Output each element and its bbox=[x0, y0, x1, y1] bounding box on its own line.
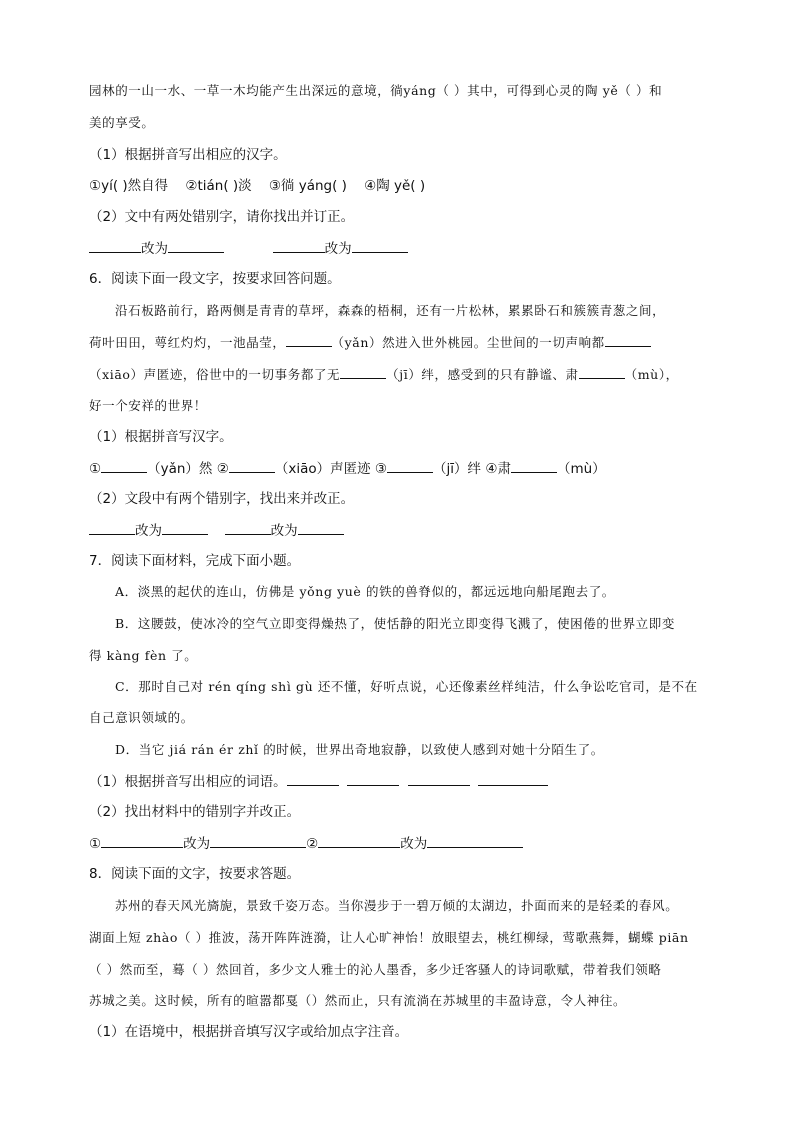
q6-passage-line-2: 荷叶田田，萼红灼灼，一池晶莹， （yǎn）然进入世外桃园。尘世间的一切声响都 bbox=[89, 332, 651, 353]
answer-blank[interactable] bbox=[168, 238, 224, 253]
q7-title: 7．阅读下面材料，完成下面小题。 bbox=[89, 553, 301, 569]
q7-item-C-line-2: 自己意识领域的。 bbox=[89, 710, 194, 725]
answer-blank[interactable] bbox=[89, 520, 135, 535]
q5-sub2: （2）文中有两处错别字，请你找出并订正。 bbox=[89, 209, 355, 225]
answer-blank[interactable] bbox=[318, 833, 400, 848]
answer-blank[interactable] bbox=[162, 520, 208, 535]
q5-answer-line bbox=[89, 238, 408, 259]
change-label: 改为 bbox=[324, 241, 352, 257]
change-label: 改为 bbox=[141, 241, 168, 257]
q6-answers: ① （yǎn）然 ② （xiāo）声匿迹 ③ （jī）绊 ④肃 （mù） bbox=[89, 458, 606, 479]
answer-blank[interactable] bbox=[579, 364, 625, 379]
q7-sub2: （2）找出材料中的错别字并改正。 bbox=[89, 804, 301, 820]
q7-item-C-line-1: C．那时自己对 rén qíng shì gù 还不懂，好听点说，心还像素丝样纯洁，什么争讼吃官司，是不在 bbox=[115, 679, 698, 694]
answer-blank[interactable] bbox=[89, 238, 141, 253]
answer-blank[interactable] bbox=[340, 364, 386, 379]
answer-blank[interactable] bbox=[286, 332, 332, 347]
q7-answer-line: ① 改为 ② 改为 bbox=[89, 833, 523, 854]
q8-passage-line-1: 苏州的春天风光旖旎，景致千姿万态。当你漫步于一碧万倾的太湖边，扑面而来的是轻柔的春风。 bbox=[115, 898, 679, 913]
answer-blank[interactable] bbox=[210, 833, 306, 848]
answer-blank[interactable] bbox=[347, 771, 399, 786]
q6-sub1: （1）根据拼音写汉字。 bbox=[89, 429, 233, 445]
q7-item-B-line-1: B．这腰鼓，使冰冷的空气立即变得燥热了，使恬静的阳光立即变得飞溅了，使困倦的世界立即变 bbox=[115, 616, 675, 631]
q5-options bbox=[89, 176, 425, 196]
q6-passage-line-1: 沿石板路前行，路两侧是青青的草坪，森森的梧桐，还有一片松林，累累卧石和簇簇青葱之间， bbox=[115, 303, 666, 318]
answer-blank[interactable] bbox=[427, 833, 523, 848]
q7-item-B-line-2: 得 kàng fèn 了。 bbox=[89, 648, 198, 663]
answer-blank[interactable] bbox=[273, 238, 325, 253]
answer-blank[interactable] bbox=[511, 458, 557, 473]
q6-title: 6．阅读下面一段文字，按要求回答问题。 bbox=[89, 271, 341, 287]
answer-blank[interactable] bbox=[287, 771, 339, 786]
answer-blank[interactable] bbox=[408, 771, 470, 786]
q5-option-1: ①yí( )然自得 bbox=[89, 178, 169, 194]
q7-sub1: （1）根据拼音写出相应的词语。 bbox=[89, 771, 548, 792]
answer-blank[interactable] bbox=[478, 771, 548, 786]
answer-blank[interactable] bbox=[352, 238, 408, 253]
q5-option-2: ②tián( )淡 bbox=[185, 178, 252, 194]
q8-passage-line-4: 苏城之美。这时候，所有的暄嚣都戛（）然而止，只有流淌在苏城里的丰盈诗意，令人神往。 bbox=[89, 993, 627, 1008]
q5-sub1: （1）根据拼音写出相应的汉字。 bbox=[89, 147, 287, 163]
q5-option-3: ③徜 yáng( ) bbox=[268, 178, 347, 194]
q8-passage-line-2: 湖面上短 zhào（ ）推波，荡开阵阵涟漪，让人心旷神怡！放眼望去，桃红柳绿，莺歌燕舞，蝴蝶 piān bbox=[89, 930, 689, 945]
q6-answer-line: 改为 改为 bbox=[89, 520, 344, 541]
q5-option-4: ④陶 yě( ) bbox=[364, 178, 426, 194]
answer-blank[interactable] bbox=[605, 332, 651, 347]
q7-item-D: D．当它 jiá rán ér zhǐ 的时候，世界出奇地寂静，以致使人感到对她十分陌生了。 bbox=[115, 742, 604, 757]
q6-passage-line-4: 好一个安祥的世界！ bbox=[89, 398, 207, 413]
q8-passage-line-3: （ ）然而至，蓦（ ）然回首，多少文人雅士的沁人墨香，多少迁客骚人的诗词歌赋，带着我们领略 bbox=[89, 962, 662, 977]
q7-item-A: A．淡黑的起伏的连山，仿佛是 yǒng yuè 的铁的兽脊似的，都远远地向船尾跑去了。 bbox=[115, 584, 615, 599]
passage-line-1: 园林的一山一水、一草一木均能产生出深远的意境，徜yáng（ ）其中，可得到心灵的陶 yě（ ）和 bbox=[89, 83, 663, 98]
answer-blank[interactable] bbox=[298, 520, 344, 535]
q8-sub1: （1）在语境中，根据拼音填写汉字或给加点字注音。 bbox=[89, 1024, 409, 1040]
q8-title: 8．阅读下面的文字，按要求答题。 bbox=[89, 866, 301, 882]
q6-sub2: （2）文段中有两个错别字，找出来并改正。 bbox=[89, 491, 355, 507]
q6-passage-line-3: （xiāo）声匿迹，俗世中的一切事务都了无 （jī）绊，感受到的只有静谧、肃 （mù）， bbox=[89, 364, 679, 385]
answer-blank[interactable] bbox=[387, 458, 433, 473]
answer-blank[interactable] bbox=[225, 520, 271, 535]
answer-blank[interactable] bbox=[229, 458, 275, 473]
passage-line-2: 美的享受。 bbox=[89, 115, 155, 130]
answer-blank[interactable] bbox=[101, 833, 183, 848]
answer-blank[interactable] bbox=[101, 458, 147, 473]
